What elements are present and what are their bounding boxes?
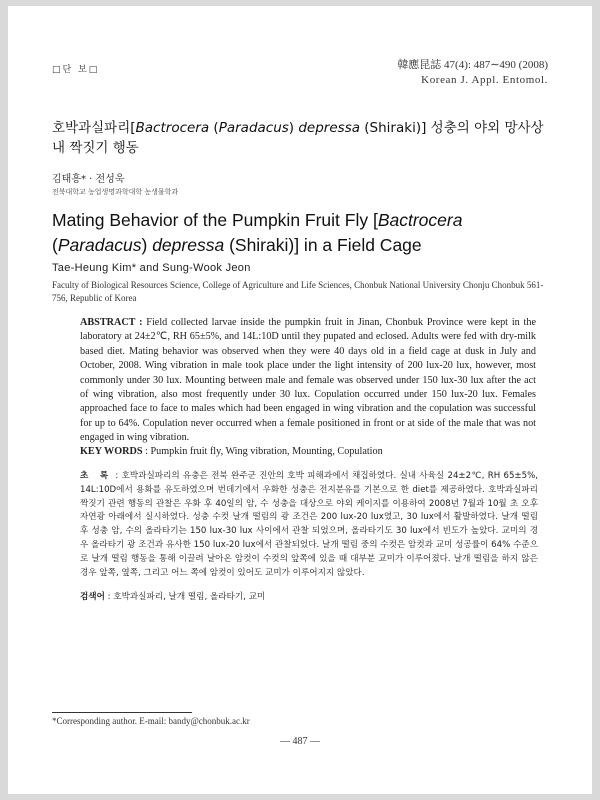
korean-keywords bbox=[80, 590, 536, 602]
keywords bbox=[80, 446, 536, 457]
journal-citation: 韓應昆誌 47(4): 487∼490 (2008) bbox=[397, 59, 548, 71]
keywords-text: : Pumpkin fruit fly, Wing vibration, Mounting, Copulation bbox=[142, 446, 383, 457]
corresponding-author-footnote: *Corresponding author. E-mail: bandy@chonbuk.ac.kr bbox=[52, 716, 250, 726]
english-affiliation: Faculty of Biological Resources Science, College of Agriculture and Life Sciences, Chonbuk National University Chonju Chonbuk 561-756, Republic of Korea bbox=[52, 280, 544, 303]
english-authors: Tae-Heung Kim* and Sung-Wook Jeon bbox=[52, 262, 251, 274]
abstract-text: Field collected larvae inside the pumpkin fruit in Jinan, Chonbuk Province were kept in the laboratory at 24±2℃, RH 65±5%, and 14L:10D until they pupated and eclosed. Adults were fed with dry-milk based diet. Mating behavior was observed when they were 40 days old in a field cage at dusk in July and October, 2008. Wing vibration in male took place under the light intensity of 200 lux-20 lux, however, most commonly under 30 lux. Mounting between male and female was observed under 150 lux-30 lux after the act of wing vibration, also most frequently under 30 lux. Copulation occurred under 150 lux-20 lux. Females approached face to face to males which had been engaged in wing vibration and the copulation was successful for up to 64%. Copulation never occurred when a female positioned in front or at side of the male that was not engaged in wing vibration. bbox=[80, 317, 536, 444]
korean-affiliation: 전북대학교 농업생명과학대학 농생물학과 bbox=[52, 188, 179, 196]
korean-keywords-text: : 호박과실파리, 날개 떨림, 올라타기, 교미 bbox=[104, 592, 266, 602]
footnote-divider bbox=[52, 712, 192, 713]
korean-keywords-label: 검색어 bbox=[80, 592, 105, 602]
korean-title: 호박과실파리[Bactrocera (Paradacus) depressa (Shiraki)] 성충의 야외 망사상 내 짝짓기 행동 bbox=[52, 120, 544, 156]
korean-abstract-text: : 호박과실파리의 유충은 전북 완주군 진안의 호박 피해과에서 채집하였다. 실내 사육실 24±2℃, RH 65±5%, 14L:10D에서 용화를 유도하였으며 번데기에서 우화한 성충은 전지분유를 기본으로 한 diet를 제공하였다. 호박과실파리 짝짓기 관련 행동의 관찰은 우화 후 40일의 암, 수 성충을 대상으로 야외 케이지를 이용하여 2008년 7월과 10월 초 오후 자연광 아래에서 실시하였다. 성충 수컷 날개 떨림의 광 조건은 200 lux-20 lux였고, 30 lux에서 활발하였다. 날개 떨림 후 성충 암, 수의 올라타기는 150 lux-30 lux 사이에서 관찰 되었으며, 올라타기도 30 lux에서 빈도가 높았다. 교미의 경우 올라타기 광 조건과 유사한 150 lux-20 lux에서 관찰되었다. 날개 떨림 중의 수컷은 암컷과 교미 성공률이 64% 수준으로 날개 떨림 행동을 통해 이끌려 날아온 암컷이 수컷의 앞쪽에 있을 때 대부분 교미가 이루어졌다. 날개 떨림을 하지 않은 경우 앞쪽, 옆쪽, 그리고 어느 쪽에 암컷이 있어도 교미가 이루어지지 않았다. bbox=[80, 471, 538, 578]
english-title: Mating Behavior of the Pumpkin Fruit Fly [Bactrocera (Paradacus) depressa (Shiraki)] in a Field Cage bbox=[52, 210, 463, 255]
page-number: — 487 — bbox=[280, 736, 320, 747]
section-label: □단 보□ bbox=[52, 65, 100, 75]
journal-name: Korean J. Appl. Entomol. bbox=[421, 74, 548, 86]
korean-abstract-label: 초 록 bbox=[80, 471, 113, 481]
abstract-label: ABSTRACT : bbox=[80, 317, 143, 328]
abstract bbox=[80, 316, 536, 446]
korean-authors: 김태흥* · 전성욱 bbox=[52, 174, 125, 185]
journal-header bbox=[397, 58, 548, 88]
keywords-label: KEY WORDS bbox=[80, 446, 143, 457]
korean-abstract bbox=[80, 470, 538, 580]
